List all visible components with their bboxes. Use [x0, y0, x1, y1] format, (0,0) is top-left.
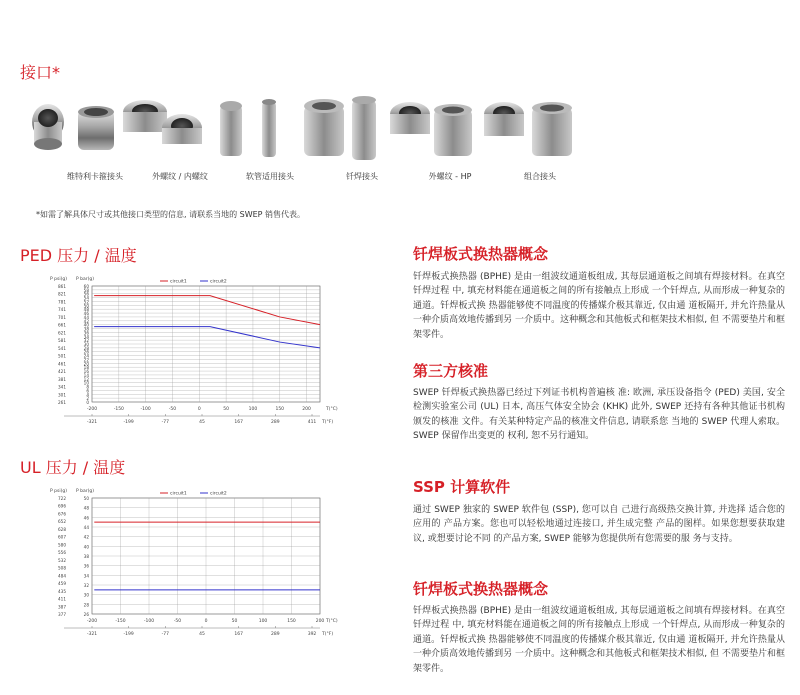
ul-chart [48, 484, 338, 654]
x-c-tick-3: -50 [173, 619, 182, 624]
x-c-tick-7: 150 [287, 619, 296, 624]
y-bar-tick-11: 28 [83, 602, 89, 608]
connection-label-0: 维特利卡箍接头 [67, 172, 123, 181]
y-psi-tick-7: 581 [58, 338, 66, 344]
y-bar-tick-21: 18 [83, 365, 89, 371]
connection-label-1: 外螺纹 / 内螺纹 [152, 172, 208, 181]
connection-label-2: 软管适用接头 [246, 172, 294, 181]
x-c-tick-0: -200 [86, 619, 98, 624]
y-psi-tick-13: 411 [58, 596, 66, 602]
x-c-tick-8: 200 [302, 407, 311, 412]
x-c-tick-1: -150 [115, 619, 126, 624]
x-unit-c: T(°C) [326, 619, 338, 624]
para-third-party-approval: SWEP 钎焊板式换热器已经过下列证书机构普遍核 准: 欧洲, 承压设备指令 (PED) 美国, 安全检测实验室公司 (UL) 日本, 高压气体安全协会 (KHK) 此外, SWEP 还持有各种其他证书机构颁发的核准 文件。有关某种特定产品的核准文件信息, 请联系您 当地的 SWEP 代理人索取。SWEP 保留作出变更的 权利, 恕不另行通知。 [413, 388, 785, 442]
y-bar-tick-3: 54 [83, 295, 89, 301]
y-unit-psi: P psi(g) [50, 277, 67, 282]
y-bar-tick-27: 6 [86, 388, 89, 394]
y-psi-tick-12: 381 [58, 376, 66, 382]
y-bar-tick-19: 22 [83, 357, 89, 363]
y-unit-bar: P bar(g) [76, 277, 94, 282]
y-bar-tick-30: 0 [86, 400, 89, 405]
connection-image-hp [390, 102, 472, 156]
y-bar-tick-10: 40 [83, 322, 89, 328]
connection-label-3: 钎焊接头 [346, 172, 378, 181]
x-f-tick-1: -199 [123, 420, 134, 425]
y-psi-tick-11: 459 [58, 581, 66, 587]
x-c-tick-2: -100 [140, 407, 151, 412]
y-psi-tick-13: 341 [58, 384, 66, 390]
x-c-tick-8: 200 [315, 619, 325, 624]
y-psi-tick-9: 508 [58, 565, 66, 571]
x-f-tick-3: 45 [199, 420, 205, 425]
connection-image-hose [220, 99, 276, 157]
x-c-tick-6: 100 [248, 407, 258, 412]
connection-image-combi [484, 102, 572, 156]
y-psi-tick-5: 661 [58, 322, 66, 328]
y-bar-tick-12: 36 [83, 330, 89, 336]
y-psi-tick-8: 541 [58, 345, 66, 351]
x-c-tick-0: -200 [86, 407, 98, 412]
para-ssp-software: 通过 SWEP 独家的 SWEP 软件包 (SSP), 您可以自 己进行高级热交换计算, 并选择 适合您的应用的 产品方案。您也可以轻松地通过连接口, 并生成完整 产品的图样。如果您想要获取建议, 或想要讨论不同 的产品方案, SWEP 能够为您提供所有您需要的服 务与支持。 [413, 505, 785, 544]
y-psi-tick-10: 484 [58, 573, 66, 579]
x-unit-f: T(°F) [322, 420, 334, 425]
x-f-tick-1: -199 [123, 632, 134, 637]
x-c-tick-6: 100 [258, 619, 268, 624]
x-f-tick-5: 289 [271, 420, 280, 425]
ped-chart-title: PED 压力 / 温度 [20, 246, 137, 265]
y-psi-tick-0: 722 [58, 496, 66, 501]
y-psi-tick-11: 421 [58, 369, 66, 375]
y-bar-tick-4: 52 [83, 299, 89, 305]
y-psi-tick-4: 701 [58, 314, 66, 320]
x-f-tick-2: -77 [161, 420, 170, 425]
y-bar-tick-28: 4 [86, 392, 89, 398]
y-bar-tick-7: 36 [83, 563, 89, 569]
y-bar-tick-2: 46 [83, 515, 89, 521]
y-bar-tick-7: 46 [83, 311, 89, 317]
y-bar-tick-6: 38 [83, 554, 89, 559]
series-line-circuit2 [94, 327, 320, 348]
ul-chart-title: UL 压力 / 温度 [20, 458, 126, 477]
y-psi-tick-10: 461 [58, 361, 66, 367]
x-c-tick-4: 0 [204, 619, 208, 624]
y-psi-tick-14: 387 [58, 604, 66, 610]
y-bar-tick-8: 44 [83, 314, 89, 320]
y-psi-tick-9: 501 [58, 353, 66, 359]
x-f-tick-6: 392 [307, 632, 317, 637]
connection-image-victaulic [32, 104, 114, 150]
x-c-tick-3: -50 [168, 407, 177, 412]
y-psi-tick-2: 676 [58, 511, 66, 517]
y-psi-tick-15: 377 [58, 612, 66, 617]
x-c-tick-4: 0 [197, 407, 201, 412]
y-unit-bar: P bar(g) [76, 489, 94, 494]
x-f-tick-4: 167 [234, 632, 243, 637]
y-psi-tick-0: 861 [58, 284, 66, 289]
y-psi-tick-7: 556 [58, 550, 66, 556]
y-bar-tick-26: 8 [86, 384, 89, 390]
y-bar-tick-8: 34 [83, 573, 89, 579]
x-c-tick-5: 50 [223, 407, 229, 412]
connections-title: 接口* [20, 63, 61, 82]
y-bar-tick-25: 10 [83, 380, 89, 386]
x-f-tick-2: -77 [161, 632, 170, 637]
x-c-tick-7: 150 [275, 407, 285, 412]
y-bar-tick-16: 28 [83, 345, 89, 351]
legend-label-circuit2: circuit2 [210, 279, 227, 285]
connection-label-5: 组合接头 [524, 172, 556, 181]
y-bar-tick-18: 24 [83, 353, 89, 359]
x-f-tick-5: 289 [271, 632, 280, 637]
y-bar-tick-1: 48 [83, 505, 89, 511]
y-psi-tick-3: 741 [58, 307, 66, 313]
y-bar-tick-3: 44 [83, 525, 89, 530]
y-psi-tick-2: 781 [58, 299, 66, 305]
heading-bphe-concept-2: 钎焊板式换热器概念 [413, 580, 549, 598]
legend-label-circuit1: circuit1 [170, 279, 187, 285]
y-psi-tick-8: 532 [58, 557, 66, 563]
heading-third-party-approval: 第三方核准 [413, 362, 489, 380]
y-psi-tick-6: 580 [58, 542, 66, 548]
y-bar-tick-11: 38 [83, 326, 89, 332]
connection-label-4: 外螺纹 - HP [428, 172, 472, 181]
connections-footnote: *如需了解具体尺寸或其他接口类型的信息, 请联系当地的 SWEP 销售代表。 [36, 210, 306, 219]
y-psi-tick-4: 628 [58, 526, 66, 532]
x-unit-c: T(°C) [326, 407, 338, 412]
y-bar-tick-1: 58 [83, 287, 89, 293]
ped-chart [48, 272, 338, 442]
y-bar-tick-22: 16 [83, 369, 89, 375]
y-psi-tick-12: 435 [58, 588, 66, 594]
y-bar-tick-9: 42 [83, 318, 89, 324]
y-bar-tick-2: 56 [83, 291, 89, 297]
y-bar-tick-15: 30 [83, 342, 89, 347]
y-bar-tick-5: 50 [83, 303, 89, 309]
x-c-tick-5: 50 [231, 619, 238, 624]
legend-label-circuit1: circuit1 [170, 491, 187, 497]
connection-images [20, 92, 580, 172]
y-psi-tick-14: 301 [58, 392, 66, 398]
y-unit-psi: P psi(g) [50, 489, 67, 494]
x-f-tick-0: -321 [86, 420, 98, 425]
y-bar-tick-0: 60 [83, 284, 89, 289]
y-bar-tick-24: 12 [83, 376, 89, 382]
heading-bphe-concept: 钎焊板式换热器概念 [413, 245, 549, 263]
y-bar-tick-20: 20 [83, 361, 89, 367]
x-f-tick-0: -321 [86, 632, 98, 637]
y-psi-tick-1: 696 [58, 503, 66, 509]
y-bar-tick-12: 26 [83, 612, 89, 617]
para-bphe-concept: 钎焊板式换热器 (BPHE) 是由一组波纹通道板组成, 其每层通道板之间填有焊接材料。在真空钎焊过程 中, 填充材料能在通道板之间的所有接触点上形成 一个钎焊点, 从而形成一种复杂的通道。钎焊板式换 热器能够使不同温度的传播媒介极其靠近, 仅由通 道板隔开, 并允许热量从一种介质高效地传播到另 一介质中。这种概念和其他板式和框架技术相似, 但 不需要垫片和框架零件。 [413, 272, 785, 340]
y-psi-tick-5: 607 [58, 534, 66, 540]
x-f-tick-4: 167 [234, 420, 243, 425]
y-psi-tick-1: 821 [58, 291, 66, 297]
y-bar-tick-0: 50 [83, 496, 89, 501]
x-f-tick-3: 45 [199, 632, 205, 637]
y-bar-tick-23: 14 [83, 372, 89, 378]
y-bar-tick-10: 30 [83, 592, 89, 598]
y-bar-tick-17: 26 [83, 349, 89, 355]
y-bar-tick-5: 40 [83, 544, 89, 550]
heading-ssp-software: SSP 计算软件 [413, 478, 511, 496]
x-unit-f: T(°F) [322, 632, 334, 637]
y-bar-tick-13: 34 [83, 334, 89, 340]
y-bar-tick-6: 48 [83, 307, 89, 313]
y-bar-tick-14: 32 [83, 338, 89, 344]
x-f-tick-6: 411 [307, 420, 317, 425]
y-bar-tick-4: 42 [83, 534, 89, 540]
para-bphe-concept-2: 钎焊板式换热器 (BPHE) 是由一组波纹通道板组成, 其每层通道板之间填有焊接材料。在真空钎焊过程 中, 填充材料能在通道板之间的所有接触点上形成 一个钎焊点, 从而形成一种复杂的通道。钎焊板式换 热器能够使不同温度的传播媒介极其靠近, 仅由通 道板隔开, 并允许热量从一种介质高效地传播到另 一介质中。这种概念和其他板式和框架技术相似, 但 不需要垫片和框架零件。 [413, 606, 785, 674]
series-line-circuit1 [94, 296, 320, 325]
legend-label-circuit2: circuit2 [210, 491, 227, 497]
y-psi-tick-15: 261 [58, 400, 66, 405]
connection-image-thread [123, 100, 202, 144]
connection-image-solder [304, 96, 376, 160]
x-c-tick-1: -150 [113, 407, 124, 412]
y-psi-tick-3: 652 [58, 519, 66, 525]
y-bar-tick-9: 32 [83, 583, 89, 588]
x-c-tick-2: -100 [143, 619, 155, 624]
y-bar-tick-29: 2 [86, 396, 89, 402]
y-psi-tick-6: 621 [58, 330, 66, 336]
